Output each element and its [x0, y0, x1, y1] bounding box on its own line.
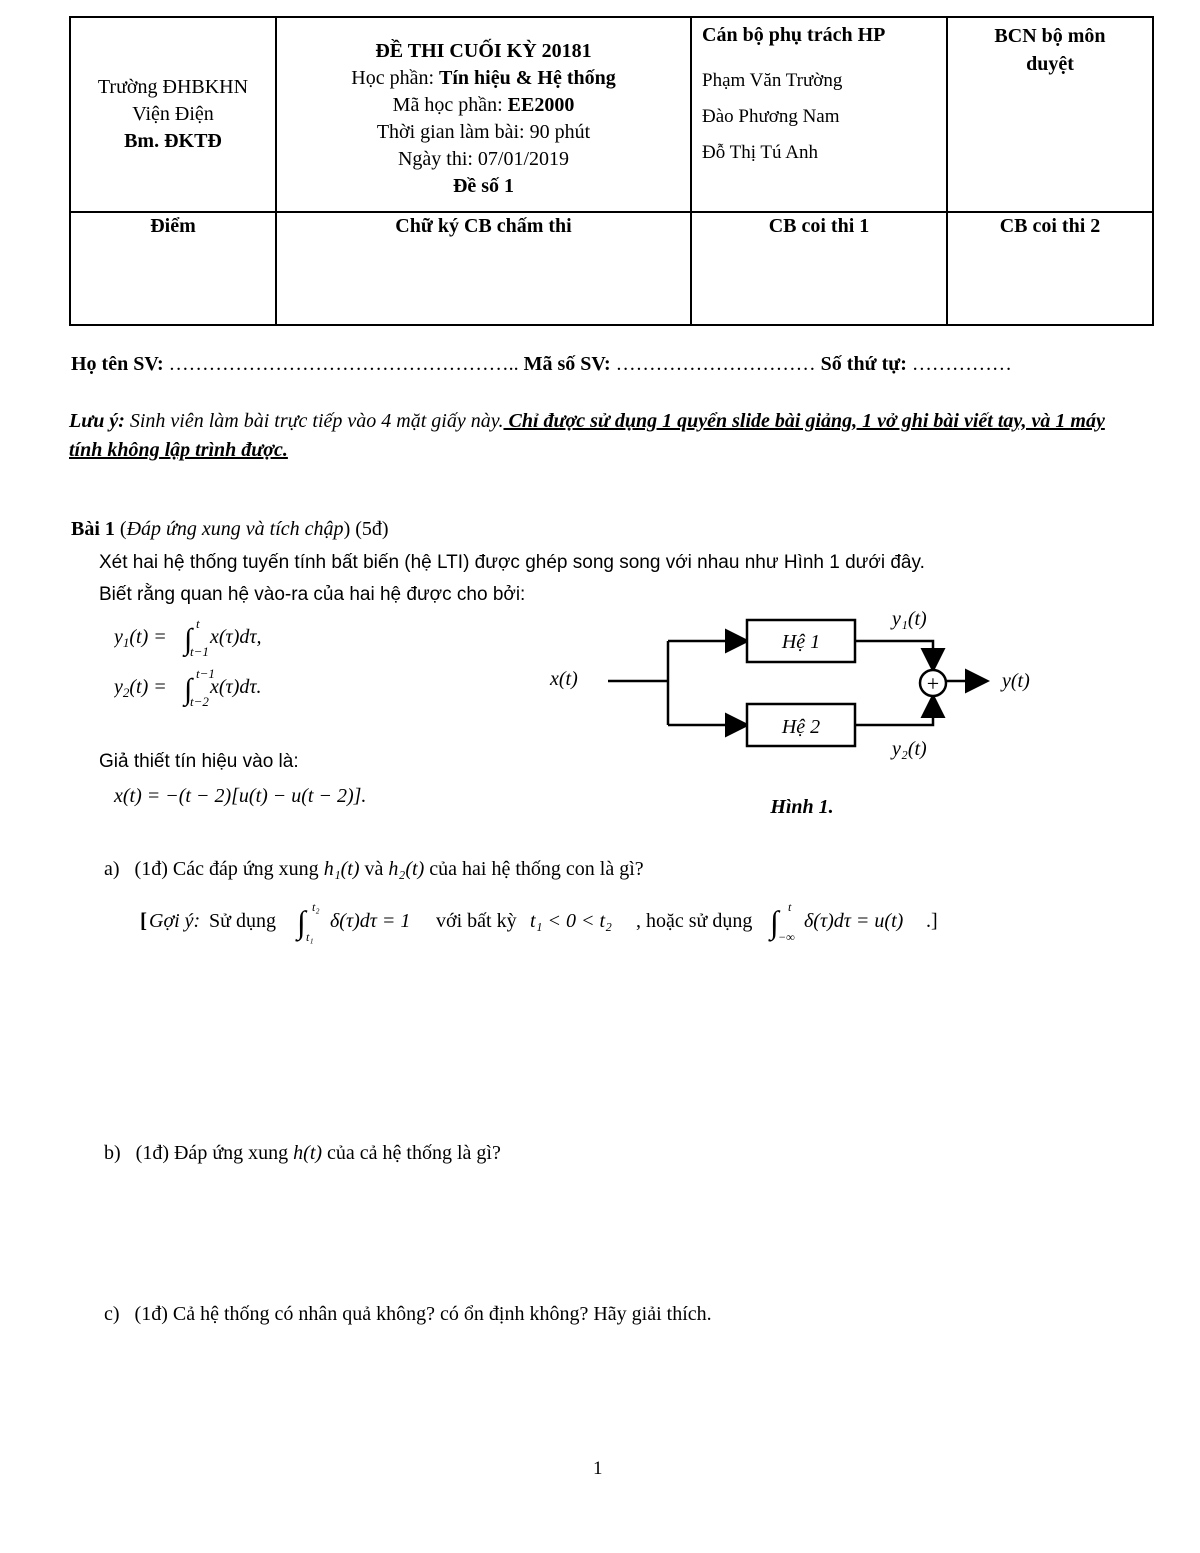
student-info-line [71, 353, 1012, 376]
order-label: Số thứ tự: [820, 353, 907, 375]
eq2-lower-limit: t−2 [190, 694, 209, 709]
course-code-line: Mã học phần: EE2000 [392, 94, 575, 116]
approval-cell [947, 17, 1153, 212]
page-number: 1 [593, 1458, 603, 1479]
staff-name: Phạm Văn Trường [702, 70, 843, 91]
problem-title: Bài 1 [71, 518, 115, 540]
hint-condition: t₁ < 0 < t₂ [530, 910, 613, 932]
svg-text:∫: ∫ [184, 673, 193, 706]
equation-y2-svg [114, 666, 334, 712]
svg-text:x(τ)dτ,: x(τ)dτ, [210, 626, 262, 648]
order-dots: …………… [906, 353, 1012, 375]
problem-intro-1: Xét hai hệ thống tuyến tính bất biến (hệ LTI) được ghép song song với nhau như Hình 1 dưới đây. [99, 552, 925, 573]
school-name: Trường ĐHBKHN [97, 76, 249, 98]
svg-text:y1(t) =: $y_1(t)$ = [114, 626, 167, 650]
proctor1-cell: CB coi thi 1 [691, 212, 947, 325]
problem-points: (5đ) [355, 518, 389, 540]
svg-text:Sử dụng: Sử dụng [204, 910, 281, 932]
approval-label-2: duyệt [1026, 53, 1074, 75]
school-cell [70, 17, 276, 212]
svg-text:, hoặc sử dụng: , hoặc sử dụng [636, 910, 758, 932]
exam-title: ĐỀ THI CUỐI KỲ 20181 [375, 40, 592, 62]
staff-name: Đào Phương Nam [702, 106, 840, 127]
y1-path [855, 641, 933, 668]
student-name-label: Họ tên SV: [71, 353, 164, 375]
eq1-lower-limit: t−1 [190, 644, 209, 659]
figure-output-label: y(t) [1002, 670, 1030, 692]
eq1-upper-limit: t [196, 616, 200, 631]
equation-y1 [114, 616, 334, 667]
svg-text:δ(τ)dτ = 1: δ(τ)dτ = 1 [330, 910, 411, 932]
exam-date: Ngày thi: 07/01/2019 [397, 148, 570, 170]
hint-int2-upper: t [788, 900, 792, 914]
input-intro: Giả thiết tín hiệu vào là: [99, 751, 299, 772]
question-b-label: b) [104, 1142, 121, 1164]
figure-input-label: x(t) [550, 668, 578, 690]
student-id-dots: ………………………… [610, 353, 821, 375]
hint-int1-upper: t₂ [312, 900, 320, 914]
svg-text:∫: ∫ [297, 904, 306, 940]
figure-caption: Hình 1. [770, 796, 834, 818]
sum-sign: + [926, 671, 940, 696]
question-a-h1: h₁(t) [323, 858, 360, 880]
staff-cell [691, 17, 947, 212]
course-name: Tín hiệu & Hệ thống [439, 67, 616, 89]
question-a-hint [140, 895, 960, 950]
svg-text:[: [ [140, 908, 147, 932]
question-b-text: (1đ) Đáp ứng xung [135, 1142, 294, 1164]
svg-text:y2(t) =: $y_2(t)$ = [114, 676, 167, 700]
question-a: a) (1đ) Các đáp ứng xung h₁(t) và h₂(t) của hai hệ thống con là gì? [104, 858, 644, 880]
block-he-2-label: Hệ 2 [781, 716, 821, 738]
exam-header-table [69, 16, 1154, 326]
input-equation: x(t) = −(t − 2)[u(t) − u(t − 2)]. [114, 785, 367, 807]
figure-y2-label: y₂(t) [892, 738, 927, 760]
course-code: EE2000 [507, 94, 575, 116]
question-c [104, 1303, 712, 1326]
svg-text:δ(τ)dτ = u(t): δ(τ)dτ = u(t) [804, 910, 904, 932]
block-he-1-label: Hệ 1 [781, 631, 821, 653]
eq2-upper-limit: t−1 [196, 666, 215, 681]
note-emphasis: Chỉ được sử dụng 1 quyển slide bài giảng, 1 vở ghi bài viết tay, và 1 máy tính không lập trình được. [69, 410, 1105, 461]
exam-info-cell [276, 17, 691, 212]
staff-name: Đỗ Thị Tú Anh [702, 142, 818, 163]
question-a-label: a) [104, 858, 120, 880]
course-line: Học phần: Tín hiệu & Hệ thống [351, 67, 616, 89]
exam-number: Đề số 1 [452, 175, 515, 197]
equation-y2 [114, 666, 334, 717]
institute-name: Viện Điện [132, 103, 214, 125]
staff-heading: Cán bộ phụ trách HP [702, 24, 886, 46]
grader-signature-cell: Chữ ký CB chấm thi [276, 212, 691, 325]
proctor2-cell: CB coi thi 2 [947, 212, 1153, 325]
hint-int1-lower: t₁ [306, 930, 314, 944]
department-name: Bm. ĐKTĐ [124, 130, 222, 152]
note-text: Sinh viên làm bài trực tiếp vào 4 mặt giấy này. [124, 410, 504, 432]
svg-text:x(τ)dτ.: x(τ)dτ. [210, 676, 262, 698]
figure-y1-label: y₁(t) [892, 608, 927, 630]
y2-path [855, 698, 933, 725]
problem-subtitle: Đáp ứng xung và tích chập [126, 518, 344, 540]
block-diagram [540, 600, 1060, 830]
exam-note [69, 407, 1129, 465]
question-a-text: (1đ) Các đáp ứng xung [134, 858, 324, 880]
question-b-h: h(t) [293, 1142, 323, 1164]
score-cell: Điểm [70, 212, 276, 325]
equation-y1-svg [114, 616, 334, 662]
svg-text:∫: ∫ [184, 623, 193, 656]
student-name-dots: …………………………………………….. [163, 353, 524, 375]
hint-int2-lower: −∞ [778, 930, 795, 944]
approval-label: BCN bộ môn [994, 25, 1106, 47]
question-c-label: c) [104, 1303, 120, 1325]
svg-text:∫: ∫ [770, 904, 779, 940]
hint-label: Gợi ý: [149, 910, 201, 932]
question-a-h2: h₂(t) [388, 858, 425, 880]
question-c-text: (1đ) Cả hệ thống có nhân quả không? có ổn định không? Hãy giải thích. [134, 1303, 712, 1325]
problem-heading: Bài 1 (Đáp ứng xung và tích chập) (5đ) [71, 518, 389, 540]
exam-duration: Thời gian làm bài: 90 phút [376, 121, 591, 143]
note-label: Lưu ý: [69, 410, 125, 432]
problem-intro-2: Biết rằng quan hệ vào-ra của hai hệ được cho bởi: [99, 584, 526, 605]
student-id-label: Mã số SV: [523, 353, 611, 375]
svg-text:với bất kỳ: với bất kỳ [431, 910, 522, 932]
question-b: b) (1đ) Đáp ứng xung h(t) của cả hệ thống là gì? [104, 1142, 501, 1164]
hint-svg [140, 895, 960, 945]
svg-text:.]: .] [926, 910, 938, 932]
